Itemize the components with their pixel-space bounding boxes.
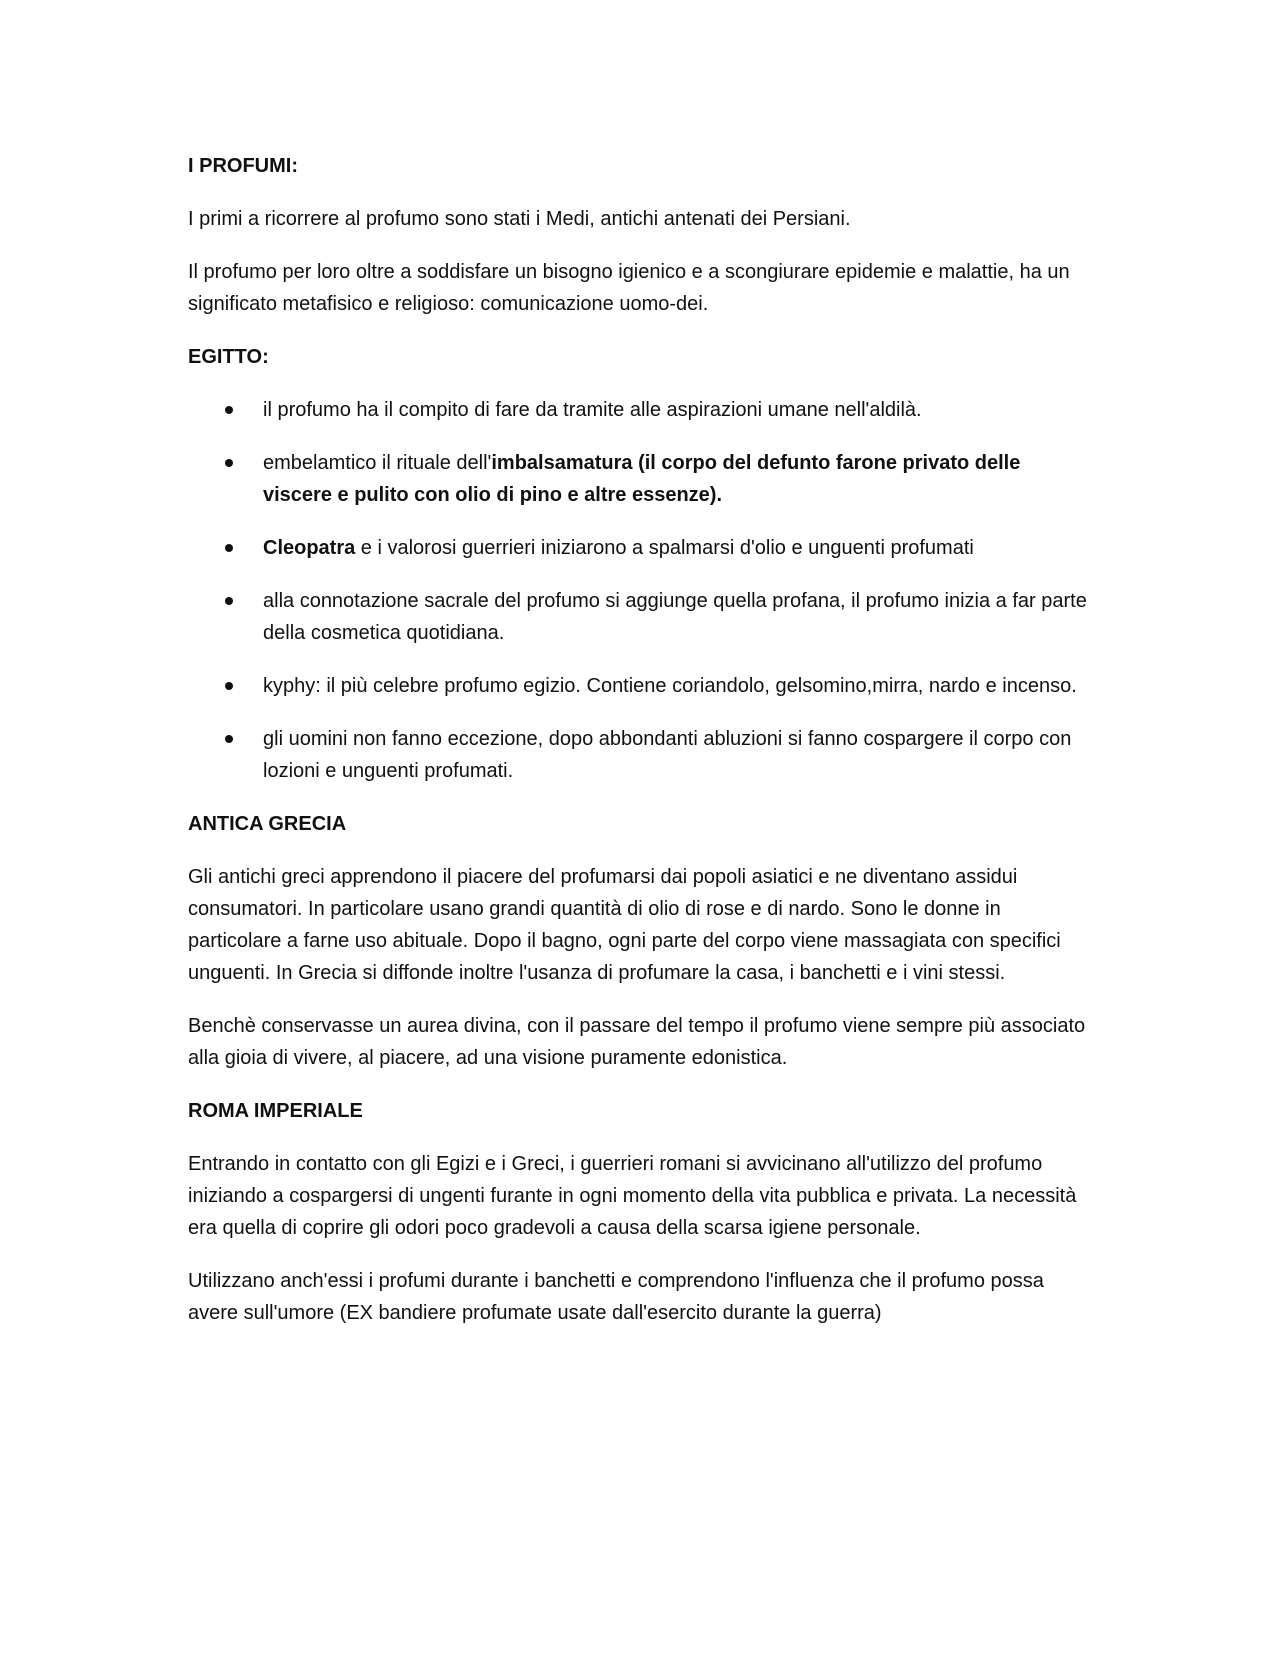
list-item-text: il profumo ha il compito di fare da tramite alle aspirazioni umane nell'aldilà. [263, 399, 922, 421]
list-item [188, 394, 1092, 426]
heading-grecia: ANTICA GRECIA [188, 813, 347, 835]
bullet-icon [225, 459, 233, 467]
paragraph-romani: Entrando in contatto con gli Egizi e i Greci, i guerrieri romani si avvicinano all'utilizzo del profumo iniziando a cospargersi di ungenti furante in ogni momento della vita pubblica e privata. La necessità era quella di coprire gli odori poco gradevoli a causa della scarsa igiene personale. [188, 1153, 1077, 1239]
list-item-text: gli uomini non fanno eccezione, dopo abbondanti abluzioni si fanno cospargere il corpo con lozioni e unguenti profumati. [263, 728, 1072, 782]
list-item-bold-text: imbalsamatura (il corpo del defunto farone privato delle viscere e pulito con olio di pino e altre essenze). [263, 452, 1021, 506]
heading-egitto: EGITTO: [188, 346, 269, 368]
document-page [188, 150, 1092, 1350]
paragraph-banchetti: Utilizzano anch'essi i profumi durante i banchetti e comprendono l'influenza che il profumo possa avere sull'umore (EX bandiere profumate usate dall'esercito durante la guerra) [188, 1270, 1044, 1324]
paragraph-medi: I primi a ricorrere al profumo sono stati i Medi, antichi antenati dei Persiani. [188, 208, 851, 230]
paragraph-edonistica: Benchè conservasse un aurea divina, con il passare del tempo il profumo viene sempre più associato alla gioia di vivere, al piacere, ad una visione puramente edonistica. [188, 1015, 1086, 1069]
heading-roma: ROMA IMPERIALE [188, 1100, 363, 1122]
bullet-icon [225, 682, 233, 690]
bullet-icon [225, 544, 233, 552]
paragraph-significato: Il profumo per loro oltre a soddisfare un bisogno igienico e a scongiurare epidemie e malattie, ha un significato metafisico e religioso: comunicazione uomo-dei. [188, 261, 1070, 315]
egitto-bullet-list [188, 394, 1092, 787]
paragraph-greci: Gli antichi greci apprendono il piacere del profumarsi dai popoli asiatici e ne diventano assidui consumatori. In particolare usano grandi quantità di olio di rose e di nardo. Sono le donne in particolare a farne uso abituale. Dopo il bagno, ogni parte del corpo viene massagiata con specifici unguenti. In Grecia si diffonde inoltre l'usanza di profumare la casa, i banchetti e i vini stessi. [188, 866, 1061, 984]
list-item-bold-text: Cleopatra [263, 537, 356, 559]
bullet-icon [225, 597, 233, 605]
list-item [188, 723, 1092, 787]
list-item [188, 447, 1092, 511]
bullet-icon [225, 406, 233, 414]
list-item-text: alla connotazione sacrale del profumo si aggiunge quella profana, il profumo inizia a far parte della cosmetica quotidiana. [263, 590, 1087, 644]
heading-profumi: I PROFUMI: [188, 155, 298, 177]
bullet-icon [225, 735, 233, 743]
list-item-text: embelamtico il rituale dell' [263, 452, 492, 474]
list-item [188, 585, 1092, 649]
list-item-text: e i valorosi guerrieri iniziarono a spalmarsi d'olio e unguenti profumati [355, 537, 974, 559]
list-item [188, 670, 1092, 702]
list-item-text: kyphy: il più celebre profumo egizio. Contiene coriandolo, gelsomino,mirra, nardo e incenso. [263, 675, 1077, 697]
list-item [188, 532, 1092, 564]
